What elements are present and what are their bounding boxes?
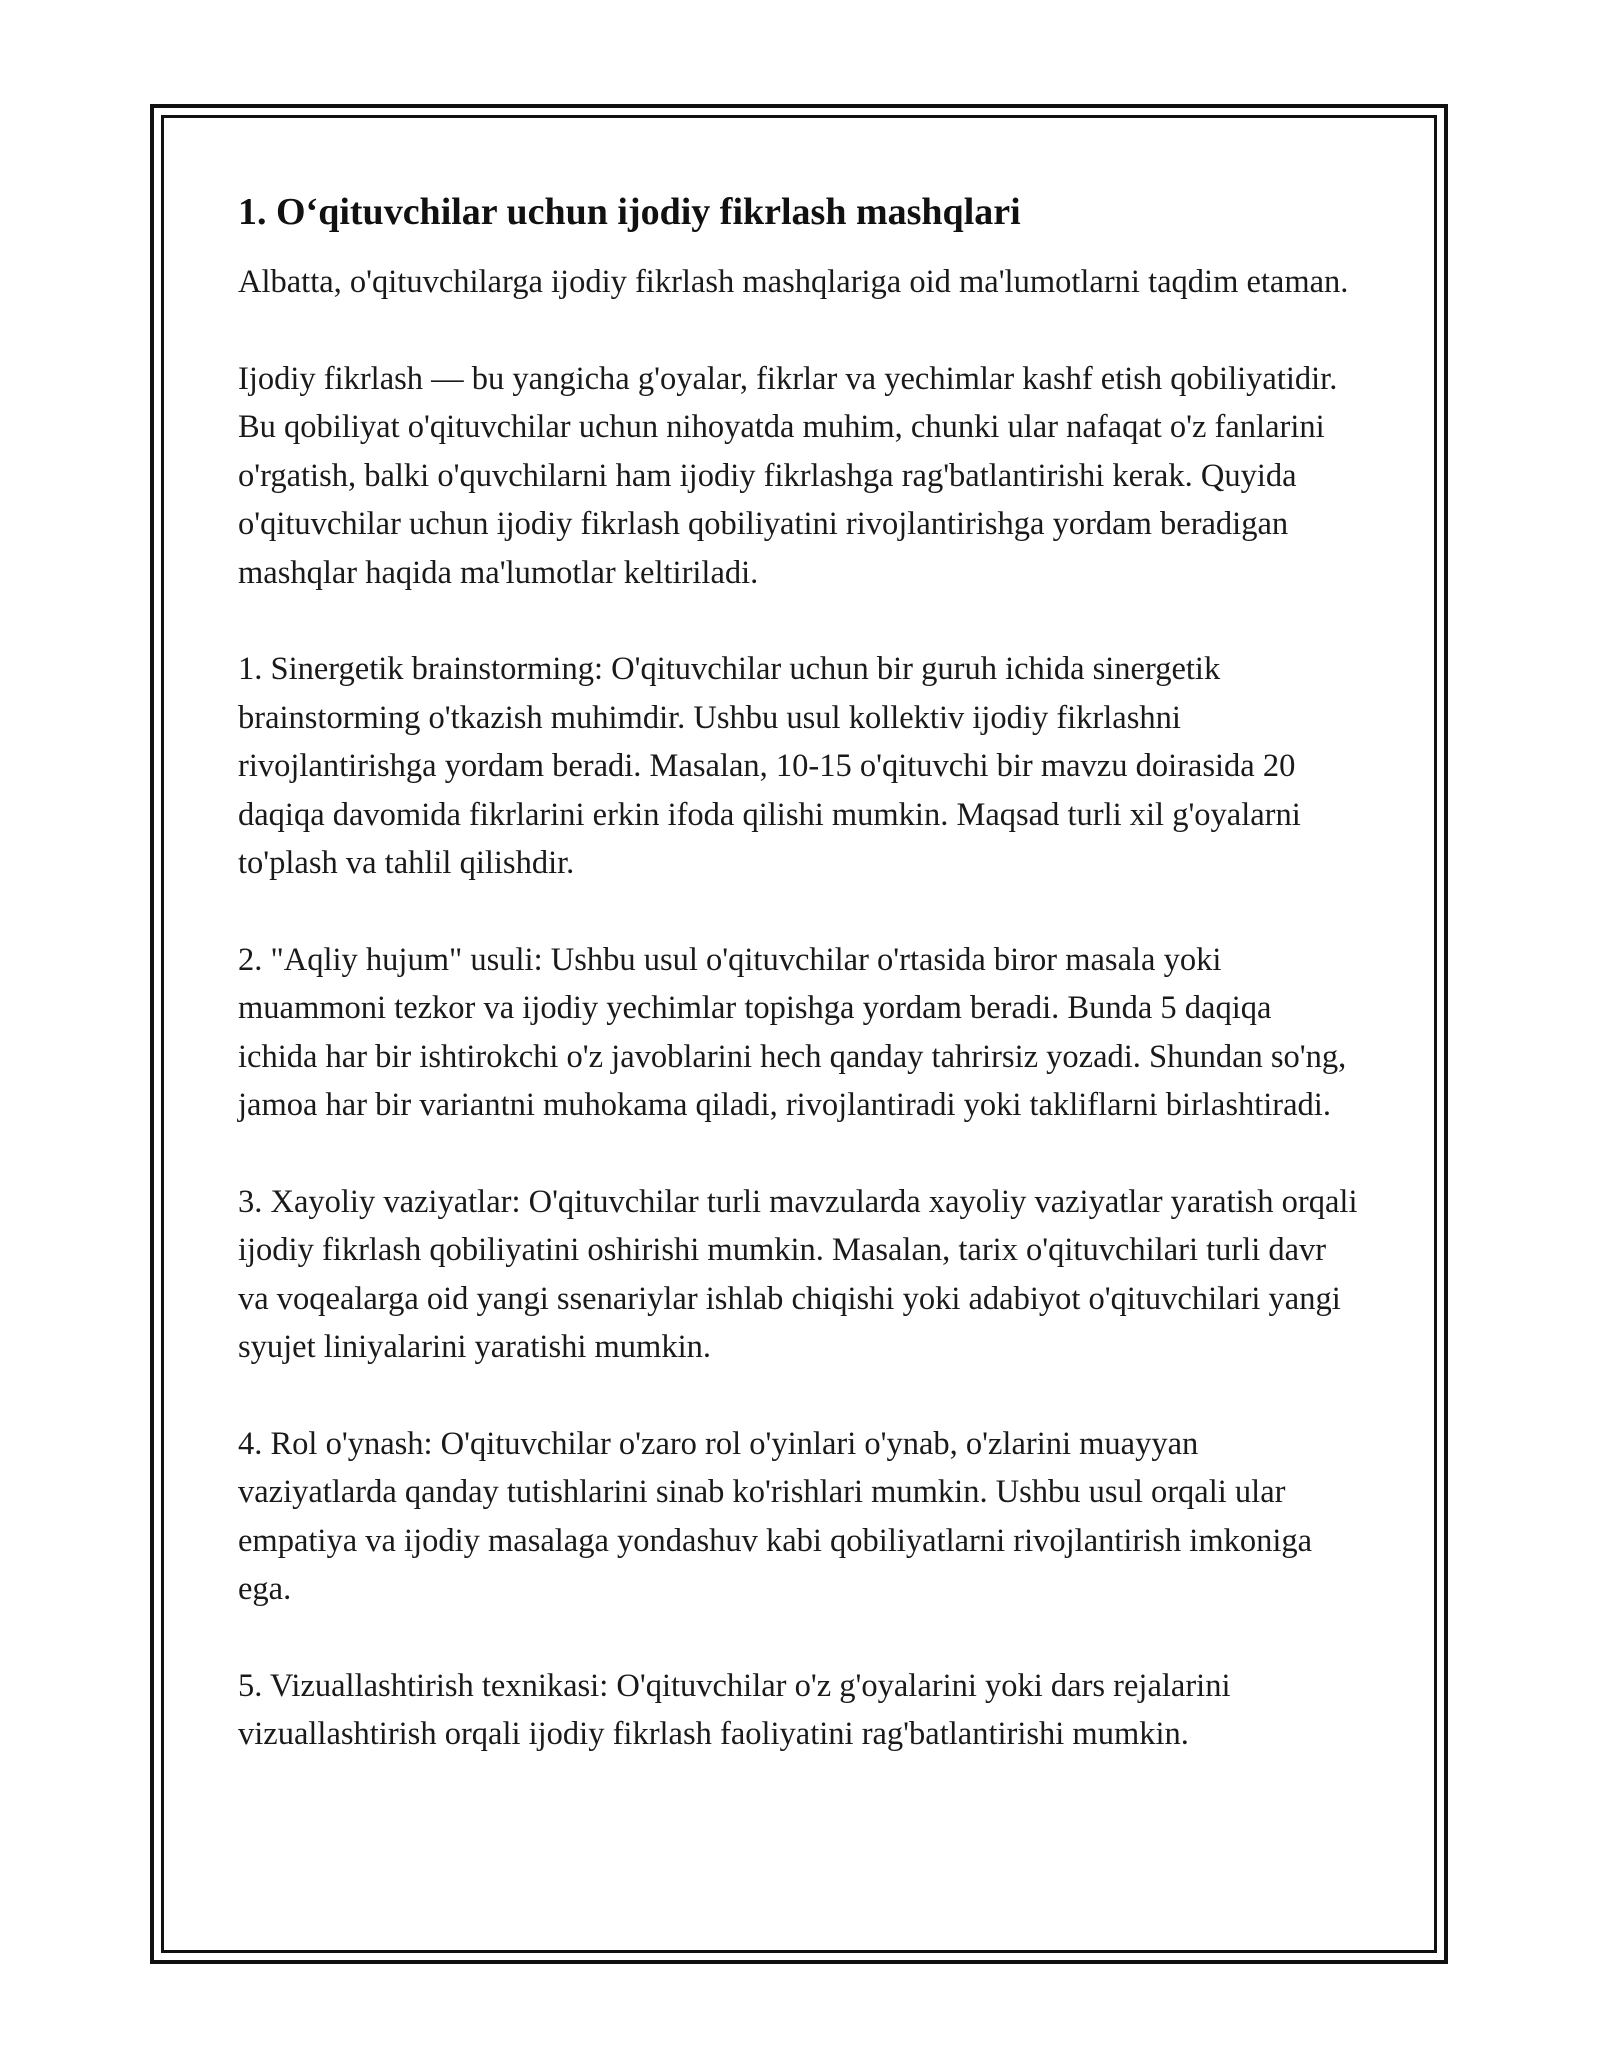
exercise-3-paragraph: 3. Xayoliy vaziyatlar: O'qituvchilar turli mavzularda xayoliy vaziyatlar yaratish orqali ijodiy fikrlash qobiliyatini oshirishi mumkin. Masalan, tarix o'qituvchilari turli davr va voqealarga oid yangi ssenariylar ishlab chiqishi yoki adabiyot o'qituvchilari yangi syujet liniyalarini yaratishi mumkin. bbox=[238, 1183, 1358, 1365]
exercise-4-paragraph: 4. Rol o'ynash: O'qituvchilar o'zaro rol o'yinlari o'ynab, o'zlarini muayyan vaziyatlarda qanday tutishlarini sinab ko'rishlari mumkin. Ushbu usul orqali ular empatiya va ijodiy masalaga yondashuv kabi qobiliyatlarni rivojlantirish imkoniga ega. bbox=[238, 1425, 1313, 1607]
page-border-outer bbox=[150, 104, 1448, 1964]
exercise-2-paragraph: 2. "Aqliy hujum" usuli: Ushbu usul o'qituvchilar o'rtasida biror masala yoki muammoni tezkor va ijodiy yechimlar topishga yordam beradi. Bunda 5 daqiqa ichida har bir ishtirokchi o'z javoblarini hech qanday tahrirsiz yozadi. Shundan so'ng, jamoa har bir variantni muhokama qiladi, rivojlantiradi yoki takliflarni birlashtiradi. bbox=[238, 941, 1347, 1123]
exercise-1-paragraph: 1. Sinergetik brainstorming: O'qituvchilar uchun bir guruh ichida sinergetik brainstorming o'tkazish muhimdir. Ushbu usul kollektiv ijodiy fikrlashni rivojlantirishga yordam beradi. Masalan, 10-15 o'qituvchi bir mavzu doirasida 20 daqiqa davomida fikrlarini erkin ifoda qilishi mumkin. Maqsad turli xil g'oyalarni to'plash va tahlil qilishdir. bbox=[238, 651, 1301, 881]
document-body bbox=[238, 188, 1358, 1807]
intro-paragraph: Albatta, o'qituvchilarga ijodiy fikrlash mashqlariga oid ma'lumotlarni taqdim etaman. bbox=[238, 264, 1349, 300]
page-border-inner bbox=[161, 115, 1437, 1953]
exercise-5-paragraph: 5. Vizuallashtirish texnikasi: O'qituvchilar o'z g'oyalarini yoki dars rejalarini vizuallashtirish orqali ijodiy fikrlash faoliyatini rag'batlantirishi mumkin. bbox=[238, 1667, 1231, 1752]
definition-paragraph: Ijodiy fikrlash — bu yangicha g'oyalar, fikrlar va yechimlar kashf etish qobiliyatidir. Bu qobiliyat o'qituvchilar uchun nihoyatda muhim, chunki ular nafaqat o'z fanlarini o'rgatish, balki o'quvchilarni ham ijodiy fikrlashga rag'batlantirishi kerak. Quyida o'qituvchilar uchun ijodiy fikrlash qobiliyatini rivojlantirishga yordam beradigan mashqlar haqida ma'lumotlar keltiriladi. bbox=[238, 360, 1338, 591]
section-heading: 1. O‘qituvchilar uchun ijodiy fikrlash mashqlari bbox=[238, 191, 1021, 233]
